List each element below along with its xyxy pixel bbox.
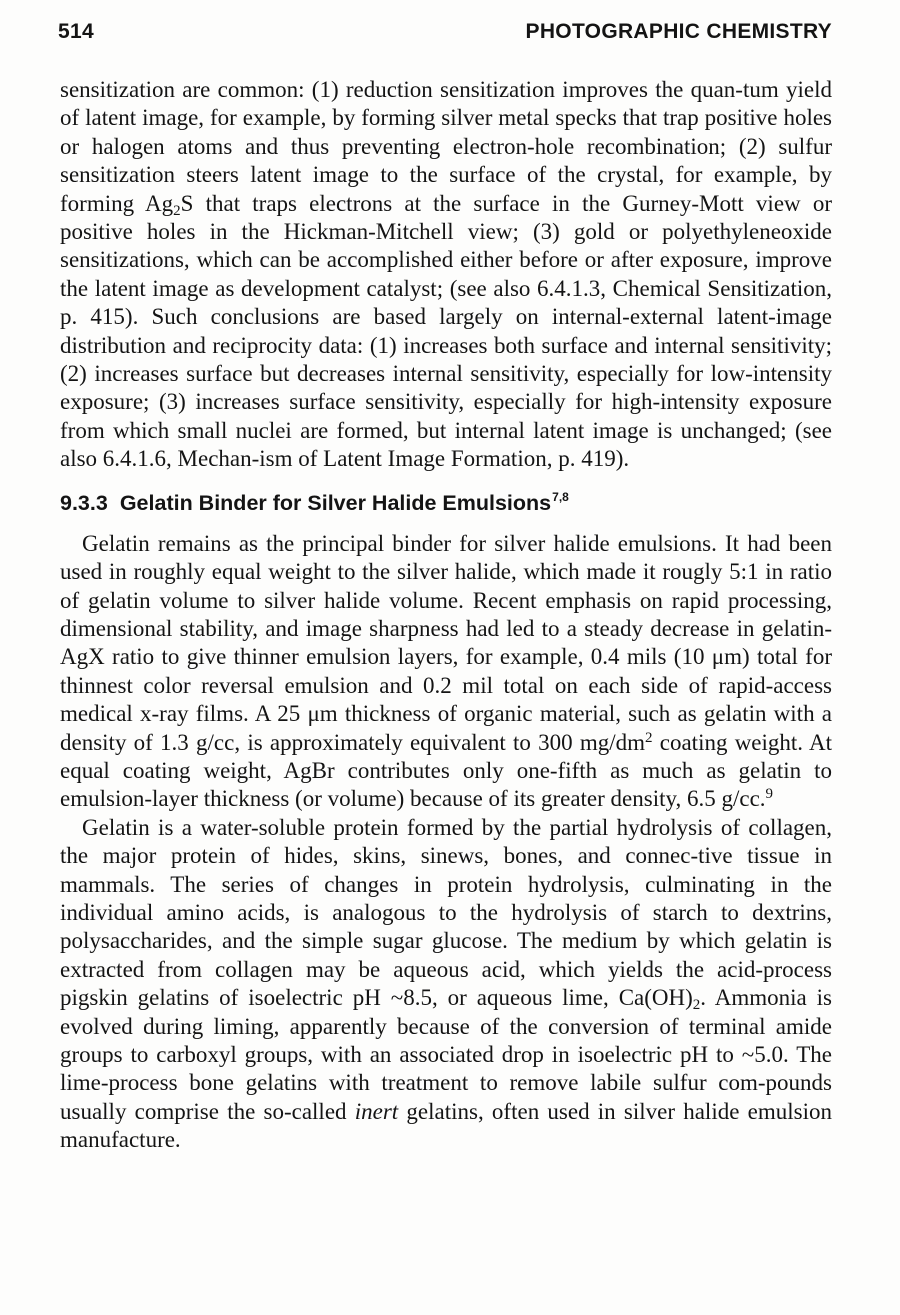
running-title: PHOTOGRAPHIC CHEMISTRY [525,20,832,43]
text-run: Gelatin is a water-soluble protein formed by the partial hydrolysis of collagen, the major protein of hides, skins, sinews, bones, and connec-tive tissue in mammals. The series of changes in protein hydrolysis, culminating in the individual amino acids, is analogous to the hydrolysis of starch to dextrins, polysaccharides, and the simple sugar glucose. The medium by which gelatin is extracted from collagen may be aqueous acid, which yields the acid-process pigskin gelatins of isoelectric pH ~8.5, or aqueous lime, Ca(OH) [60,814,832,1011]
page-number: 514 [58,20,94,43]
italic-term: inert [354,1098,399,1124]
subscript: 2 [173,202,181,219]
section-title: Gelatin Binder for Silver Halide Emulsions [119,490,552,515]
paragraph-gelatin-binder [60,530,832,814]
paragraph-gelatin-protein [60,814,832,1155]
text-run: sensitization are common: (1) reduction sensitization improves the quan-tum yield of latent image, for example, by forming silver metal specks that trap positive holes or halogen atoms and thus preventing electron-hole recombination; (2) sulfur sensitization steers latent image to the surface of the crystal, for example, by forming Ag [60,77,832,216]
running-head [58,20,832,50]
subscript: 2 [692,997,701,1014]
body-text [60,76,832,1155]
section-number: 9.3.3 [60,490,108,515]
superscript: 2 [645,729,653,746]
section-reference-marks: 7,8 [552,489,569,504]
text-run: Gelatin remains as the principal binder for silver halide emulsions. It had been used in roughly equal weight to the silver halide, which made it rougly 5:1 in ratio of gelatin volume to silver halide volume. Recent emphasis on rapid processing, dimensional stability, and image sharpness had led to a steady decrease in gelatin-AgX ratio to give thinner emulsion layers, for example, 0.4 mils (10 μm) total for thinnest color reversal emulsion and 0.2 mil total on each side of rapid-access medical x-ray films. A 25 μm thickness of organic material, such as gelatin with a density of 1.3 g/cc, is approximately equivalent to 300 mg/dm [60,530,832,755]
text-run: gelatins, often used in silver halide emulsion manufacture. [60,1098,832,1153]
footnote-ref: 9 [765,786,774,803]
paragraph-sensitization [60,76,832,474]
section-heading [60,488,832,518]
text-run: S that traps electrons at the surface in the Gurney-Mott view or positive holes in the Hickman-Mitchell view; (3) gold or polyethyleneoxide sensitizations, which can be accomplished either before or after exposure, improve the latent image as development catalyst; (see also 6.4.1.3, Chemical Sensitization, p. 415). Such conclusions are based largely on internal-external latent-image distribution and reciprocity data: (1) increases both surface and internal sensitivity; (2) increases surface but decreases internal sensitivity, especially for low-intensity exposure; (3) increases surface sensitivity, especially for high-intensity exposure from which small nuclei are formed, but internal latent image is unchanged; (see also 6.4.1.6, Mechan-ism of Latent Image Formation, p. 419). [60,190,832,472]
text-run: . Ammonia is evolved during liming, apparently because of the conversion of terminal amide groups to carboxyl groups, with an associated drop in isoelectric pH to ~5.0. The lime-process bone gelatins with treatment to remove labile sulfur com-pounds usually comprise the so-called [60,985,833,1124]
text-run: coating weight. At equal coating weight, AgBr contributes only one-fifth as much as gelatin to emulsion-layer thickness (or volume) because of its greater density, 6.5 g/cc. [60,729,832,812]
